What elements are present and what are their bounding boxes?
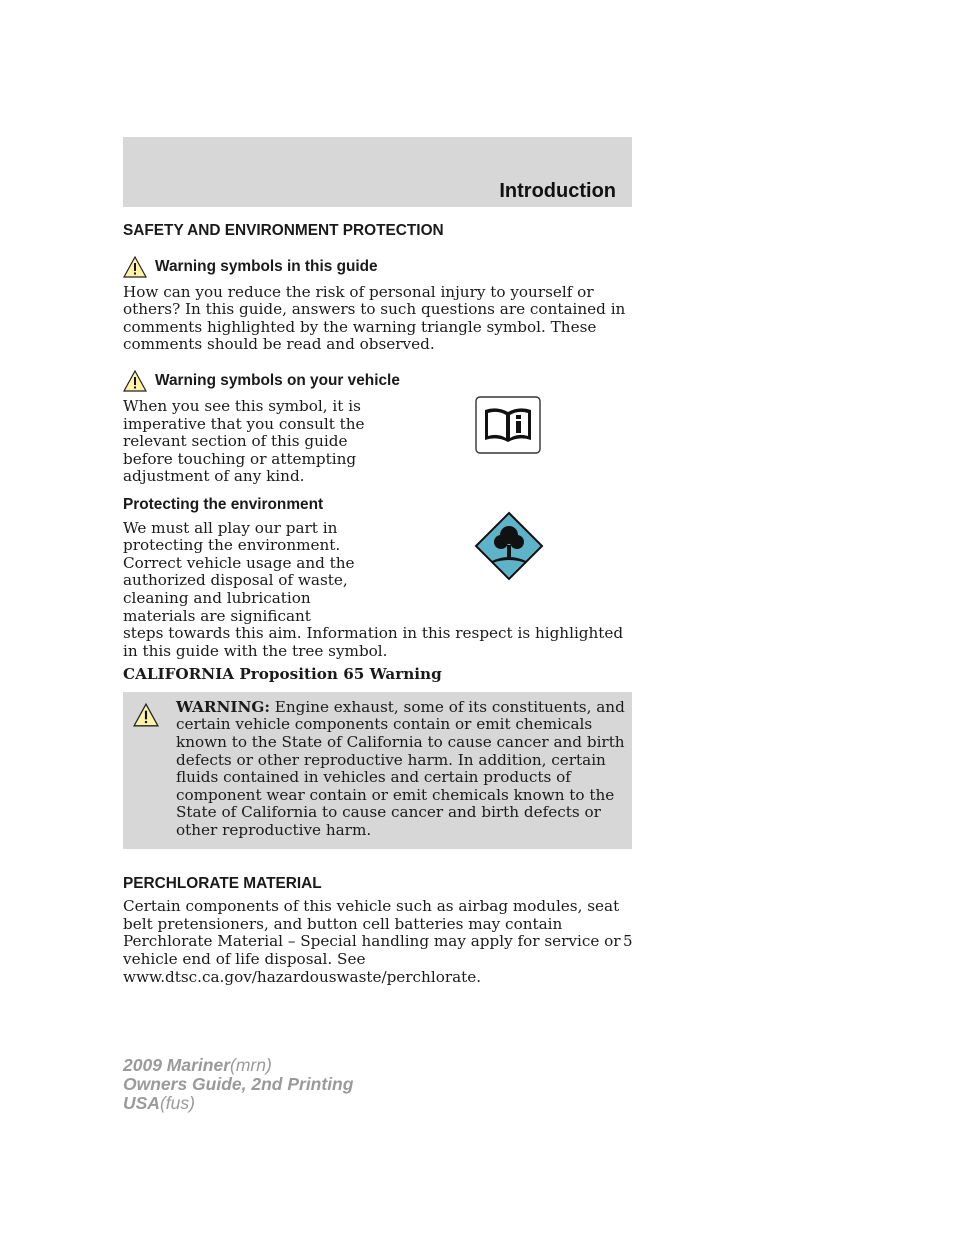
perchlorate-text: Certain components of this vehicle such as airbag modules, seat belt pretensioners, and button cell batteries may contain Perchlorate Material – Special handling may apply for service or vehicle end of life disposal. See www.dtsc.ca.gov/hazardouswaste/perchlorate. <box>123 897 621 986</box>
guide-symbols-heading-row <box>123 256 632 278</box>
page-number: 5 <box>623 932 633 950</box>
environment-text-wide: steps towards this aim. Information in this respect is highlighted in this guide with the tree symbol. <box>123 624 624 660</box>
footer-guide-edition: Owners Guide, 2nd Printing <box>123 1074 354 1094</box>
warning-triangle-icon <box>123 256 147 278</box>
vehicle-symbols-heading: Warning symbols on your vehicle <box>155 372 400 390</box>
prop65-heading: CALIFORNIA Proposition 65 Warning <box>123 665 442 684</box>
print-footer <box>123 1056 353 1113</box>
page-content <box>123 222 632 986</box>
header-band <box>123 137 632 207</box>
environment-heading: Protecting the environment <box>123 495 324 513</box>
footer-line-1 <box>123 1056 353 1075</box>
footer-line-2 <box>123 1075 353 1094</box>
prop65-warning-box <box>123 692 632 849</box>
warning-triangle-icon <box>133 703 159 727</box>
environment-block <box>123 520 632 626</box>
footer-market-code: (fus) <box>159 1093 195 1113</box>
warning-text: Engine exhaust, some of its constituents, and certain vehicle components contain or emit chemicals known to the State of California to cause cancer and birth defects or other reproductive harm. In addition, certain fluids contained in vehicles and certain products of component wear contain or emit chemicals known to the State of California to cause cancer and birth defects or other reproductive harm. <box>176 697 625 840</box>
safety-heading: SAFETY AND ENVIRONMENT PROTECTION <box>123 222 444 239</box>
vehicle-symbols-heading-row <box>123 370 632 392</box>
footer-model: 2009 Mariner <box>123 1055 231 1075</box>
perchlorate-heading: PERCHLORATE MATERIAL <box>123 874 322 892</box>
footer-market: USA <box>123 1093 160 1113</box>
owner-manual-icon <box>475 396 541 454</box>
guide-symbols-text: How can you reduce the risk of personal injury to yourself or others? In this guide, answers to such questions are contained in comments highlighted by the warning triangle symbol. These comments should be read and observed. <box>123 282 626 354</box>
vehicle-symbols-text: When you see this symbol, it is imperative that you consult the relevant section of this guide before touching or attempting adjustment of any kind. <box>123 396 365 486</box>
vehicle-symbols-block <box>123 398 632 486</box>
guide-symbols-heading: Warning symbols in this guide <box>155 257 378 275</box>
footer-model-code: (mrn) <box>230 1055 272 1075</box>
warning-label: WARNING: <box>176 697 270 716</box>
footer-line-3 <box>123 1094 353 1113</box>
section-title: Introduction <box>499 180 616 202</box>
tree-symbol-icon <box>474 511 544 581</box>
warning-triangle-icon <box>123 370 147 392</box>
prop65-warning-paragraph <box>130 699 625 840</box>
environment-text-narrow: We must all play our part in protecting the environment. Correct vehicle usage and the authorized disposal of waste, cleaning and lubrication materials are significant <box>123 518 355 625</box>
